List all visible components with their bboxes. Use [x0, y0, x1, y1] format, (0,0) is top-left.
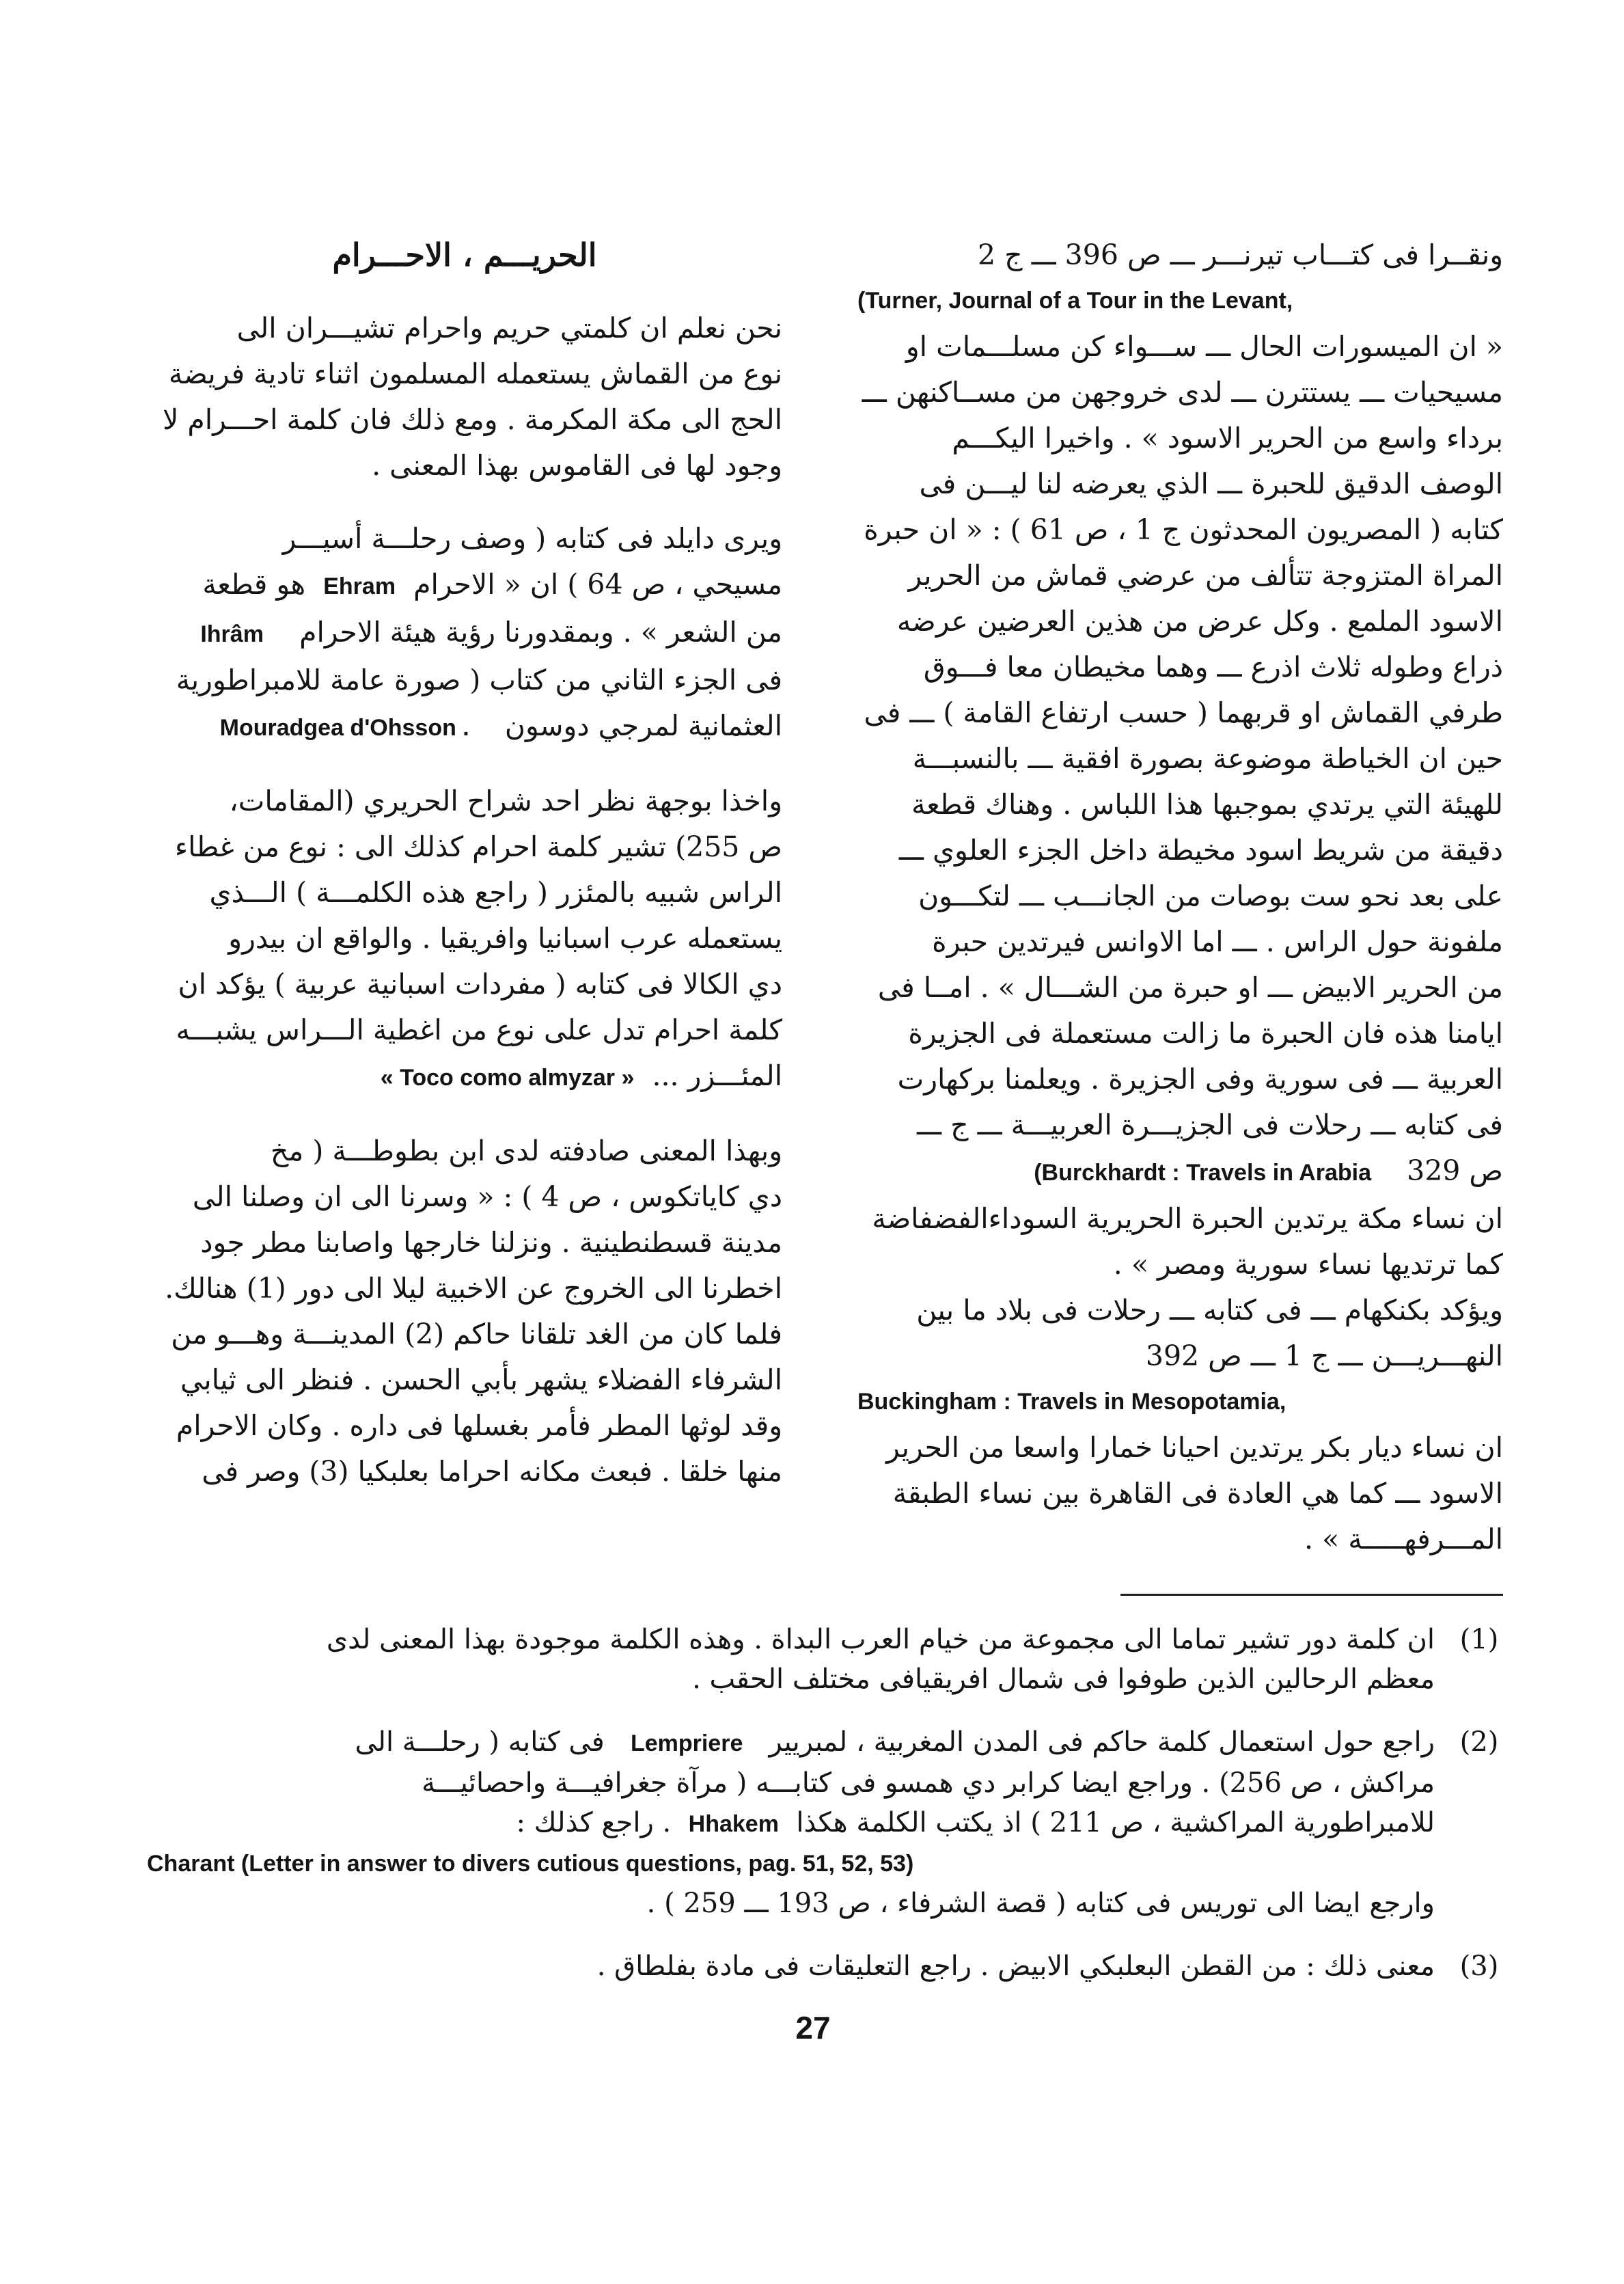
citation-turner: (Turner, Journal of a Tour in the Levant, [857, 288, 1293, 314]
text-line: الراس شبيه بالمئزر ( راجع هذه الكلمـــة ) الـــذي [209, 876, 782, 909]
latin-term: Mouradgea d'Ohsson . [219, 715, 469, 741]
footnote-line: معظم الرحالين الذين طوفوا فى شمال افريقيافى مختلف الحقب . [692, 1663, 1435, 1695]
page-number: 27 [795, 2010, 831, 2045]
footnote-line [147, 1803, 1435, 1844]
footnote-number: (2) [1459, 1726, 1499, 1758]
text-line: ويؤكد بكنكهام ـــ فى كتابه ـــ رحلات فى بلاد ما بين [916, 1294, 1503, 1327]
text-line: المراة المتزوجة تتألف من عرضي قماش من الحرير [908, 559, 1503, 592]
citation-burckhardt: (Burckhardt : Travels in Arabia [1034, 1160, 1371, 1186]
footnote-3 [147, 1946, 1503, 1986]
text-fragment: المئـــزر ... [643, 1059, 782, 1092]
text-line: للهيئة التي يرتدي بموجبها هذا اللباس . وهناك قطعة [911, 788, 1503, 821]
text-line: النهـــريـــن ـــ ج 1 ـــ ص 392 [1145, 1340, 1503, 1372]
text-line: « ان الميسورات الحال ـــ ســـواء كن مسلـــمات او [905, 330, 1503, 363]
text-line: مسيحيات ـــ يستترن ـــ لدى خروجهن من مســاكنهن ـــ [862, 376, 1503, 409]
footnote-2 [147, 1722, 1503, 1923]
text-fragment: هو قطعة [202, 568, 306, 601]
text-line: فى الجزء الثاني من كتاب ( صورة عامة للامبراطورية [176, 664, 782, 696]
right-column [857, 232, 1503, 1562]
latin-term: Ehram [323, 573, 396, 599]
text-line: دي كاياتكوس ، ص 4 ) : « وسرنا الى ان وصلنا الى [192, 1180, 782, 1213]
text-line: العربية ـــ فى سورية وفى الجزيرة . ويعلمنا بركهارت [897, 1063, 1503, 1096]
footnote-number: (1) [1459, 1624, 1499, 1655]
footnote-line: وارجع ايضا الى توريس فى كتابه ( قصة الشرفاء ، ص 193 ـــ 259 ) . [646, 1888, 1435, 1919]
text-line [147, 703, 782, 751]
latin-term: « Toco como almyzar » [380, 1065, 635, 1091]
text-line: حين ان الخياطة موضوعة بصورة افقية ـــ بالنسبـــة [912, 742, 1503, 775]
text-line: فلما كان من الغد تلقانا حاكم (2) المدينـــة وهـــو من [171, 1318, 782, 1350]
text-fragment: من الشعر » . وبمقدورنا رؤية هيئة الاحرام [299, 616, 782, 649]
footnote-line [147, 1722, 1435, 1763]
text-fragment: فى كتابه ( رحلـــة الى [355, 1726, 605, 1758]
text-line: المـــرفهـــــة » . [1304, 1523, 1503, 1555]
text-line: كلمة احرام تدل على نوع من اغطية الـــراس يشبـــه [176, 1014, 782, 1046]
latin-term: Ihrâm [200, 621, 264, 647]
text-line: كما ترتديها نساء سورية ومصر » . [1113, 1248, 1503, 1281]
text-line: ايامنا هذه فان الحبرة ما زالت مستعملة فى الجزيرة [908, 1017, 1503, 1050]
text-line: مدينة قسطنطينية . ونزلنا خارجها واصابنا مطر جود [200, 1226, 782, 1259]
text-line: ص 255) تشير كلمة احرام كذلك الى : نوع من غطاء [174, 830, 782, 863]
text-line: نوع من القماش يستعمله المسلمون اثناء تادية فريضة [168, 357, 782, 390]
latin-term: Hhakem [688, 1811, 779, 1837]
text-line: اخطرنا الى الخروج عن الاخبية ليلا الى دور (1) هنالك. [165, 1272, 782, 1305]
text-line: فى كتابه ـــ رحلات فى الجزيـــرة العربيـــة ـــ ج ـــ [917, 1109, 1503, 1141]
text-line: دقيقة من شريط اسود مخيطة داخل الجزء العلوي ـــ [898, 834, 1503, 867]
text-line: طرفي القماش او قربهما ( حسب ارتفاع القامة ) ـــ فى [864, 696, 1503, 729]
text-line: وقد لوثها المطر فأمر بغسلها فى داره . وكان الاحرام [176, 1409, 782, 1442]
text-line: ذراع وطوله ثلاث اذرع ـــ وهما مخيطان معا فـــوق [923, 651, 1503, 683]
text-line: ان نساء ديار بكر يرتدين احيانا خمارا واسعا من الحرير [885, 1431, 1503, 1464]
citation-buckingham: Buckingham : Travels in Mesopotamia, [857, 1389, 1286, 1415]
text-line: وجود لها فى القاموس بهذا المعنى . [372, 449, 782, 482]
text-line: ان نساء مكة يرتدين الحبرة الحريرية السوداءالفضفاضة [872, 1202, 1503, 1235]
footnote-line: معنى ذلك : من القطن البعلبكي الابيض . راجع التعليقات فى مادة بفلطاق . [596, 1950, 1435, 1982]
section-heading: الحريـــم ، الاحـــرام [332, 236, 597, 273]
left-column [147, 232, 782, 1495]
text-line: برداء واسع من الحرير الاسود » . واخيرا اليكـــم [952, 422, 1503, 454]
text-line: الاسود الملمع . وكل عرض من هذين العرضين عرضه [896, 605, 1503, 638]
text-fragment: العثمانية لمرجي دوسون [504, 709, 782, 742]
text-line: ويرى دايلد فى كتابه ( وصف رحلـــة أسيـــر [282, 522, 782, 555]
footnote-line: ان كلمة دور تشير تماما الى مجموعة من خيام العرب البداة . وهذه الكلمة موجودة بهذا المعنى لدى [326, 1624, 1435, 1655]
footnote-line: مراكش ، ص 256) . وراجع ايضا كرابر دي همسو فى كتابـــه ( مرآة جغرافيـــة واحصائيـــة [422, 1767, 1435, 1799]
text-line [147, 562, 782, 610]
text-line: الحج الى مكة المكرمة . ومع ذلك فان كلمة احـــرام لا [162, 403, 782, 436]
text-line: يستعمله عرب اسبانيا وافريقيا . والواقع ان بيدرو [228, 922, 782, 955]
text-fragment: راجع حول استعمال كلمة حاكم فى المدن المغربية ، لمبريير [769, 1726, 1435, 1758]
text-line: كتابه ( المصريون المحدثون ج 1 ، ص 61 ) : « ان حبرة [864, 513, 1503, 546]
text-line: من الحرير الابيض ـــ او حبرة من الشـــال » . امــا فى [877, 971, 1503, 1004]
text-line: وبهذا المعنى صادفته لدى ابن بطوطـــة ( مخ [270, 1134, 782, 1167]
text-line: الاسود ـــ كما هي العادة فى القاهرة بين نساء الطبقة [892, 1477, 1503, 1510]
text-line [147, 1053, 782, 1101]
text-line: دي الكالا فى كتابه ( مفردات اسبانية عربية ) يؤكد ان [178, 968, 782, 1001]
text-fragment: للامبراطورية المراكشية ، ص 211 ) اذ يكتب الكلمة هكذا [796, 1807, 1435, 1838]
text-line: على بعد نحو ست بوصات من الجانـــب ـــ لتكـــون [918, 880, 1503, 912]
text-line: نحن نعلم ان كلمتي حريم واحرام تشيـــران الى [236, 312, 782, 344]
page-ref: ص 329 [1407, 1154, 1503, 1187]
text-line [147, 610, 782, 657]
footnote-latin-line: Charant (Letter in answer to divers cutious questions, pag. 51, 52, 53) [147, 1851, 914, 1877]
text-fragment: . راجع كذلك : [516, 1807, 672, 1838]
text-line: منها خلقا . فبعث مكانه احراما بعلبكيا (3) وصر فى [202, 1455, 782, 1488]
text-line: واخذا بوجهة نظر احد شراح الحريري (المقامات، [229, 785, 782, 817]
footnote-number: (3) [1459, 1950, 1499, 1982]
latin-term: Lempriere [630, 1730, 743, 1756]
text-line: ونقــرا فى كتـــاب تيرنـــر ـــ ص 396 ـــ ج 2 [977, 239, 1503, 271]
footnote-divider [1120, 1594, 1503, 1596]
text-line: الشرفاء الفضلاء يشهر بأبي الحسن . فنظر الى ثيابي [180, 1363, 782, 1396]
footnote-1 [147, 1620, 1503, 1699]
text-line: الوصف الدقيق للحبرة ـــ الذي يعرضه لنا ليـــن فى [919, 467, 1503, 500]
citation-burckhardt-line [857, 1148, 1503, 1196]
text-line: ملفونة حول الراس . ـــ اما الاوانس فيرتدين حبرة [932, 925, 1503, 958]
text-fragment: مسيحي ، ص 64 ) ان « الاحرام [413, 568, 782, 601]
footnotes [147, 1620, 1503, 2009]
